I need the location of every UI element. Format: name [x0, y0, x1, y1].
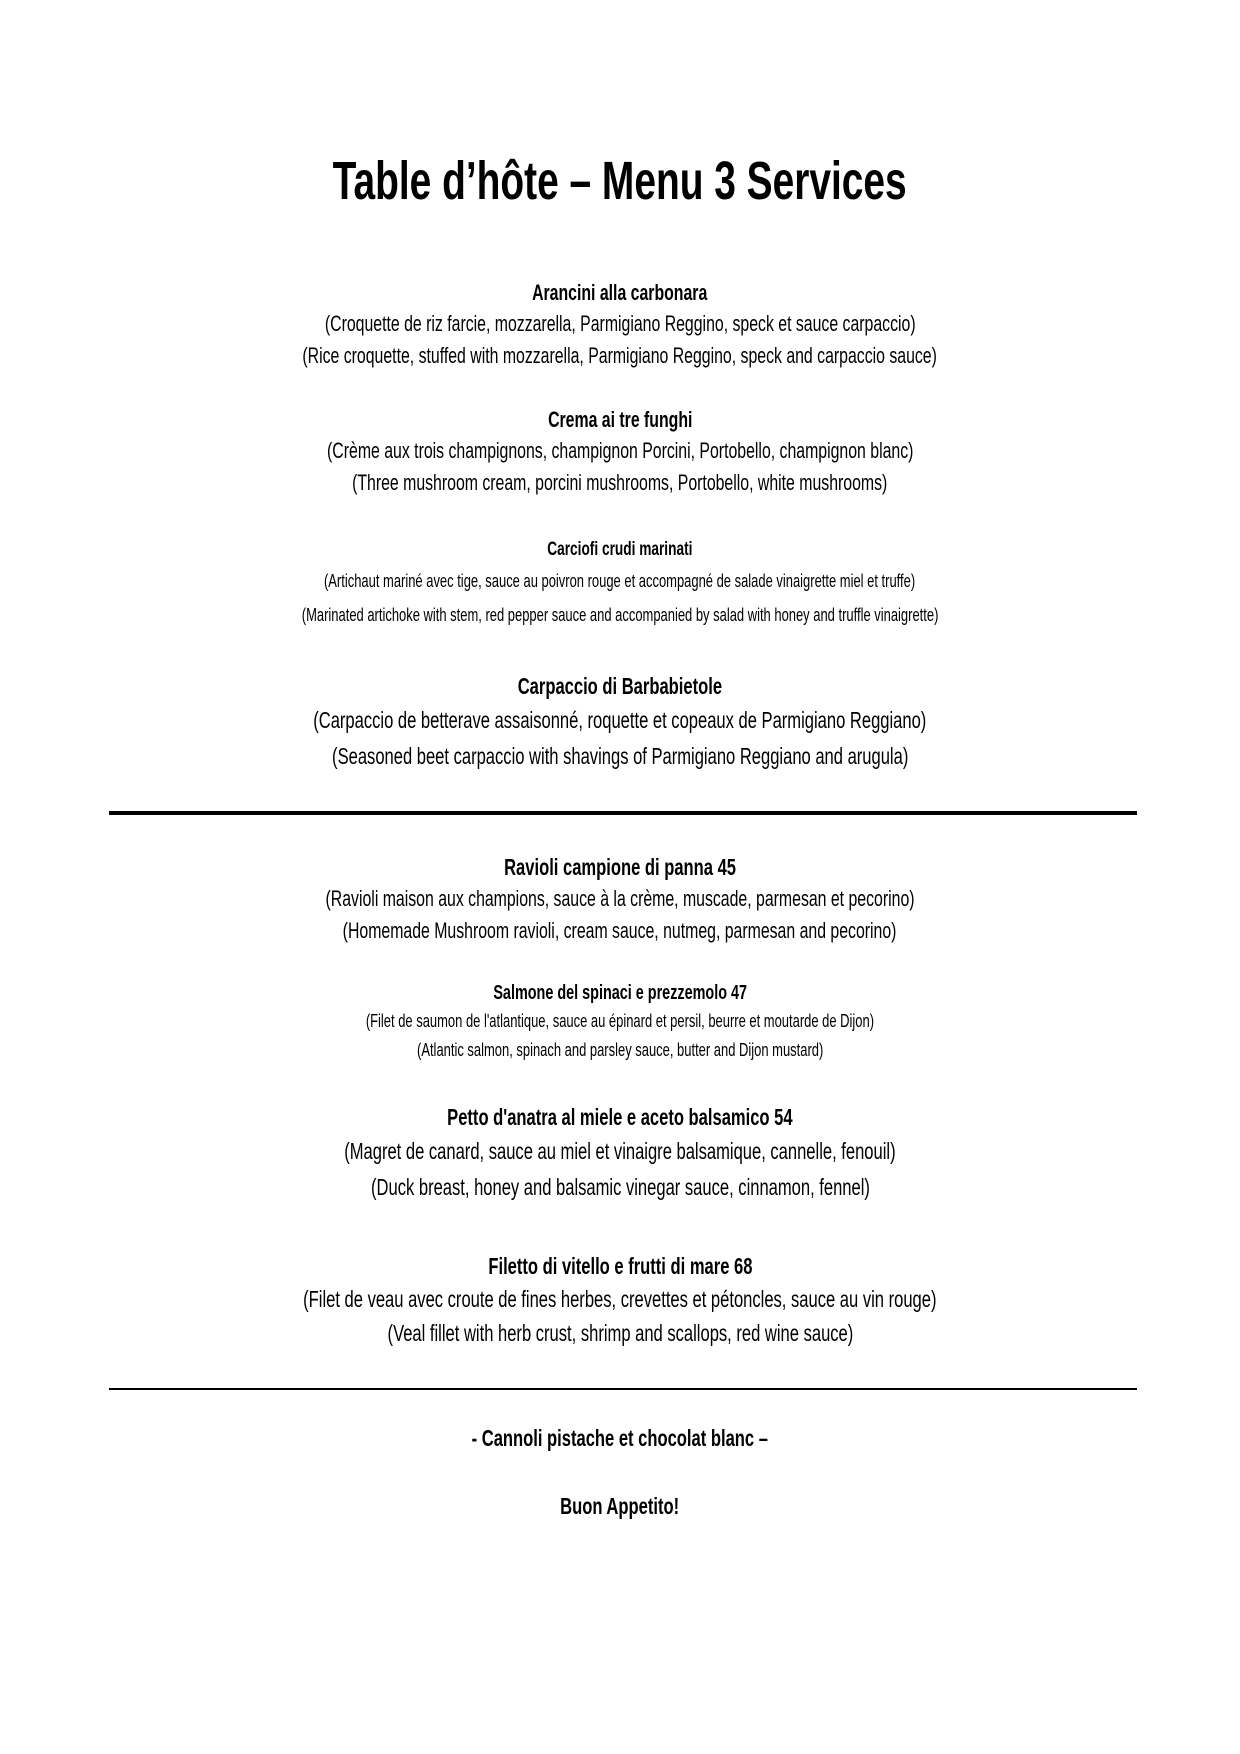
- dish-name: Filetto di vitello e frutti di mare 68: [487, 1253, 753, 1279]
- dish-name: Ravioli campione di panna 45: [504, 854, 736, 880]
- closing-text: Buon Appetito!: [560, 1493, 680, 1519]
- dish-description-fr: (Artichaut mariné avec tige, sauce au poivron rouge et accompagné de salade vinaigrette miel et truffe): [324, 571, 916, 591]
- section-divider: [109, 811, 1137, 815]
- dish-description-fr: (Ravioli maison aux champions, sauce à la crème, muscade, parmesan et pecorino): [325, 886, 915, 911]
- dish-description-fr: (Croquette de riz farcie, mozzarella, Parmigiano Reggino, speck et sauce carpaccio): [324, 311, 916, 336]
- main-item: [0, 979, 1240, 1065]
- section-divider: [109, 1388, 1137, 1390]
- dessert-line: [0, 1425, 1240, 1452]
- closing-line: [0, 1493, 1240, 1520]
- starter-item: [0, 278, 1240, 372]
- dish-name: Carpaccio di Barbabietole: [517, 673, 723, 699]
- dish-name: Salmone del spinaci e prezzemolo 47: [493, 982, 747, 1004]
- dish-name: Crema ai tre funghi: [547, 407, 693, 432]
- dish-description-en: (Three mushroom cream, porcini mushrooms, Portobello, white mushrooms): [352, 470, 888, 495]
- dish-description-en: (Homemade Mushroom ravioli, cream sauce, nutmeg, parmesan and pecorino): [343, 918, 897, 943]
- dish-description-en: (Atlantic salmon, spinach and parsley sauce, butter and Dijon mustard): [416, 1040, 824, 1060]
- starter-item: [0, 536, 1240, 632]
- dessert-text: - Cannoli pistache et chocolat blanc –: [471, 1425, 769, 1451]
- starter-item: [0, 670, 1240, 774]
- dish-description-en: (Marinated artichoke with stem, red pepper sauce and accompanied by salad with honey and truffle vinaigrette): [301, 605, 939, 625]
- main-item: [0, 1250, 1240, 1350]
- dish-description-en: (Duck breast, honey and balsamic vinegar sauce, cinnamon, fennel): [370, 1174, 870, 1200]
- starter-item: [0, 405, 1240, 499]
- main-item: [0, 1101, 1240, 1205]
- dish-description-en: (Seasoned beet carpaccio with shavings of Parmigiano Reggiano and arugula): [331, 743, 909, 769]
- dish-name: Arancini alla carbonara: [532, 280, 708, 305]
- dish-name: Carciofi crudi marinati: [547, 539, 693, 560]
- dish-description-fr: (Filet de saumon de l'atlantique, sauce au épinard et persil, beurre et moutarde de Dijon): [365, 1011, 875, 1031]
- main-item: [0, 851, 1240, 947]
- dish-description-en: (Veal fillet with herb crust, shrimp and scallops, red wine sauce): [387, 1320, 853, 1346]
- page-title-text: Table d’hôte – Menu 3 Services: [332, 151, 908, 211]
- dish-description-fr: (Magret de canard, sauce au miel et vinaigre balsamique, cannelle, fenouil): [344, 1138, 896, 1164]
- dish-name: Petto d'anatra al miele e aceto balsamico 54: [447, 1104, 793, 1130]
- dish-description-fr: (Carpaccio de betterave assaisonné, roquette et copeaux de Parmigiano Reggiano): [313, 707, 927, 733]
- dish-description-fr: (Crème aux trois champignons, champignon Porcini, Portobello, champignon blanc): [326, 438, 914, 463]
- dish-description-en: (Rice croquette, stuffed with mozzarella, Parmigiano Reggino, speck and carpaccio sauce): [302, 343, 938, 368]
- dish-description-fr: (Filet de veau avec croute de fines herbes, crevettes et pétoncles, sauce au vin rouge): [303, 1286, 937, 1312]
- page-title: [0, 150, 1240, 212]
